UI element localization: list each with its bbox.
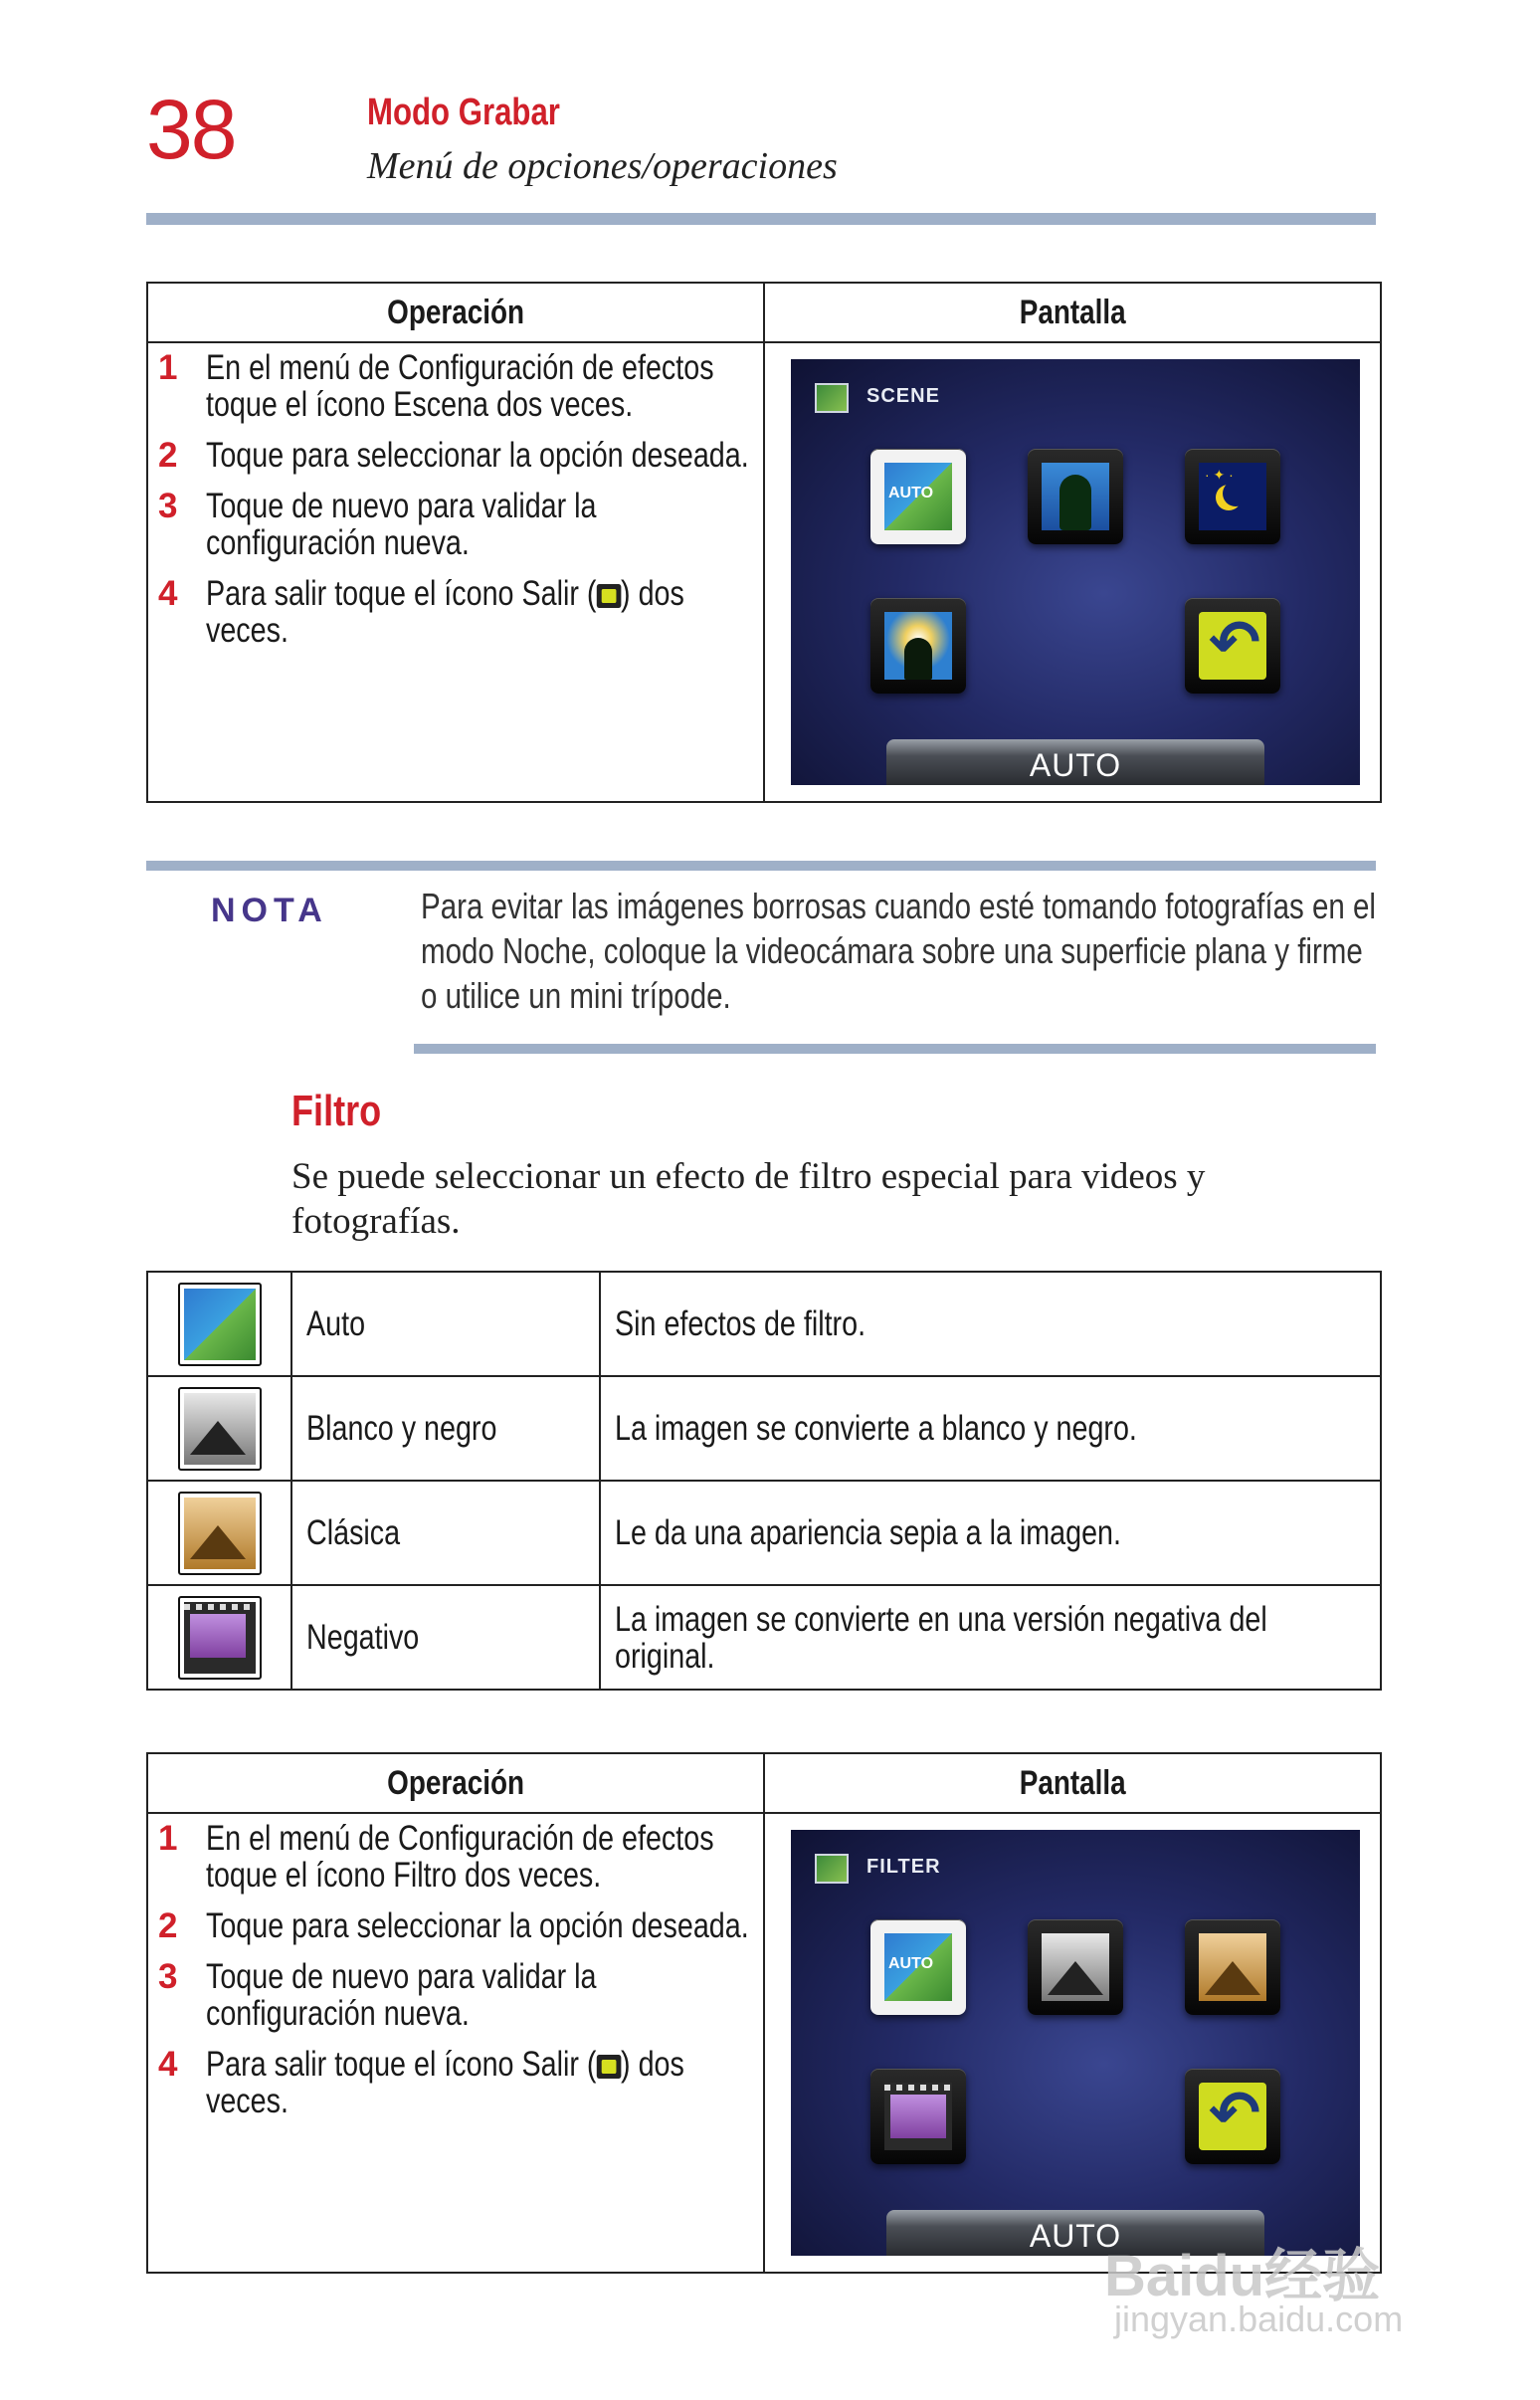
exit-icon xyxy=(596,2055,621,2079)
note-text: Para evitar las imágenes borrosas cuando esté tomando fotografías en el modo Noche, coloque la videocámara sobre una superficie plana y firme o utilice un mini trípode. xyxy=(421,886,1376,1016)
scene-operation-table xyxy=(146,282,1382,803)
filter-icon xyxy=(815,1854,849,1884)
table-row xyxy=(147,1585,1381,1690)
scene-screen xyxy=(791,359,1360,785)
black-white-icon xyxy=(184,1393,256,1465)
screen-title: FILTER xyxy=(866,1856,941,1878)
black-white-icon xyxy=(1042,1933,1109,2001)
filter-options-table xyxy=(146,1271,1382,1691)
exit-tile[interactable] xyxy=(1185,598,1280,694)
backlight-icon xyxy=(884,612,952,680)
black-white-tile[interactable] xyxy=(1028,1919,1123,2015)
option-description: Sin efectos de filtro. xyxy=(600,1272,1381,1376)
step-item: 4 Para salir toque el ícono Salir ( ) dos veces. xyxy=(158,574,684,650)
note-label: NOTA xyxy=(211,892,328,929)
classic-sepia-icon xyxy=(1199,1933,1266,2001)
filter-auto-tile[interactable] xyxy=(870,1919,966,2015)
filter-heading: Filtro xyxy=(291,1087,382,1135)
exit-icon xyxy=(1199,2083,1266,2150)
selected-option-bar: AUTO xyxy=(886,2210,1264,2256)
operation-header: Operación xyxy=(147,283,764,342)
step-item: 3 Toque de nuevo para validar la configuración nueva. xyxy=(158,1957,597,2033)
option-name: Negativo xyxy=(291,1585,600,1690)
note-rule-top xyxy=(146,861,1376,871)
backlight-tile[interactable] xyxy=(870,598,966,694)
header-rule xyxy=(146,213,1376,225)
filter-auto-icon: AUTO xyxy=(884,1933,952,2001)
auto-scene-tile[interactable] xyxy=(870,449,966,544)
filter-screen xyxy=(791,1830,1360,2256)
step-item: 3 Toque de nuevo para validar la configuración nueva. xyxy=(158,487,597,562)
night-tile[interactable] xyxy=(1185,449,1280,544)
option-description: La imagen se convierte en una versión negativa del original. xyxy=(600,1585,1381,1690)
option-name: Auto xyxy=(291,1272,600,1376)
option-description: Le da una apariencia sepia a la imagen. xyxy=(600,1481,1381,1585)
steps-list xyxy=(148,343,763,649)
portrait-icon xyxy=(1042,463,1109,530)
table-row xyxy=(147,1376,1381,1481)
step-item: 1 En el menú de Configuración de efectos toque el ícono Escena dos veces. xyxy=(158,348,714,424)
scene-icon xyxy=(815,383,849,413)
watermark-url: jingyan.baidu.com xyxy=(1114,2299,1404,2339)
operation-header: Operación xyxy=(147,1753,764,1813)
auto-scene-icon: AUTO xyxy=(884,463,952,530)
option-description: La imagen se convierte a blanco y negro. xyxy=(600,1376,1381,1481)
section-title: Modo Grabar xyxy=(367,92,560,133)
table-row xyxy=(147,1481,1381,1585)
exit-icon xyxy=(596,584,621,608)
portrait-tile[interactable] xyxy=(1028,449,1123,544)
option-name: Clásica xyxy=(291,1481,600,1585)
step-item: 1 En el menú de Configuración de efectos toque el ícono Filtro dos veces. xyxy=(158,1819,714,1895)
filter-description: Se puede seleccionar un efecto de filtro especial para videos y fotografías. xyxy=(291,1156,1206,1242)
classic-tile[interactable] xyxy=(1185,1919,1280,2015)
steps-cell xyxy=(147,1813,764,2273)
step-item: 4 Para salir toque el ícono Salir ( ) dos veces. xyxy=(158,2045,684,2120)
filter-operation-table xyxy=(146,1752,1382,2274)
night-icon xyxy=(1199,463,1266,530)
negative-icon xyxy=(184,1602,256,1674)
filter-auto-icon xyxy=(184,1289,256,1360)
exit-tile[interactable] xyxy=(1185,2069,1280,2164)
section-subtitle: Menú de opciones/operaciones xyxy=(367,145,838,187)
steps-list xyxy=(148,1814,763,2119)
step-item: 2 Toque para seleccionar la opción deseada. xyxy=(158,436,749,475)
table-row xyxy=(147,1272,1381,1376)
steps-cell xyxy=(147,342,764,802)
screen-header: Pantalla xyxy=(764,283,1381,342)
negative-icon xyxy=(884,2083,952,2150)
step-item: 2 Toque para seleccionar la opción deseada. xyxy=(158,1906,749,1945)
screen-title: SCENE xyxy=(866,385,940,407)
watermark-brand: Baidu经验 xyxy=(1104,2244,1381,2308)
negative-tile[interactable] xyxy=(870,2069,966,2164)
classic-sepia-icon xyxy=(184,1498,256,1569)
screen-cell xyxy=(764,342,1381,802)
screen-header: Pantalla xyxy=(764,1753,1381,1813)
note-rule-bottom xyxy=(414,1044,1376,1054)
screen-cell xyxy=(764,1813,1381,2273)
exit-icon xyxy=(1199,612,1266,680)
selected-option-bar: AUTO xyxy=(886,739,1264,785)
option-name: Blanco y negro xyxy=(291,1376,600,1481)
page-number: 38 xyxy=(146,83,236,176)
